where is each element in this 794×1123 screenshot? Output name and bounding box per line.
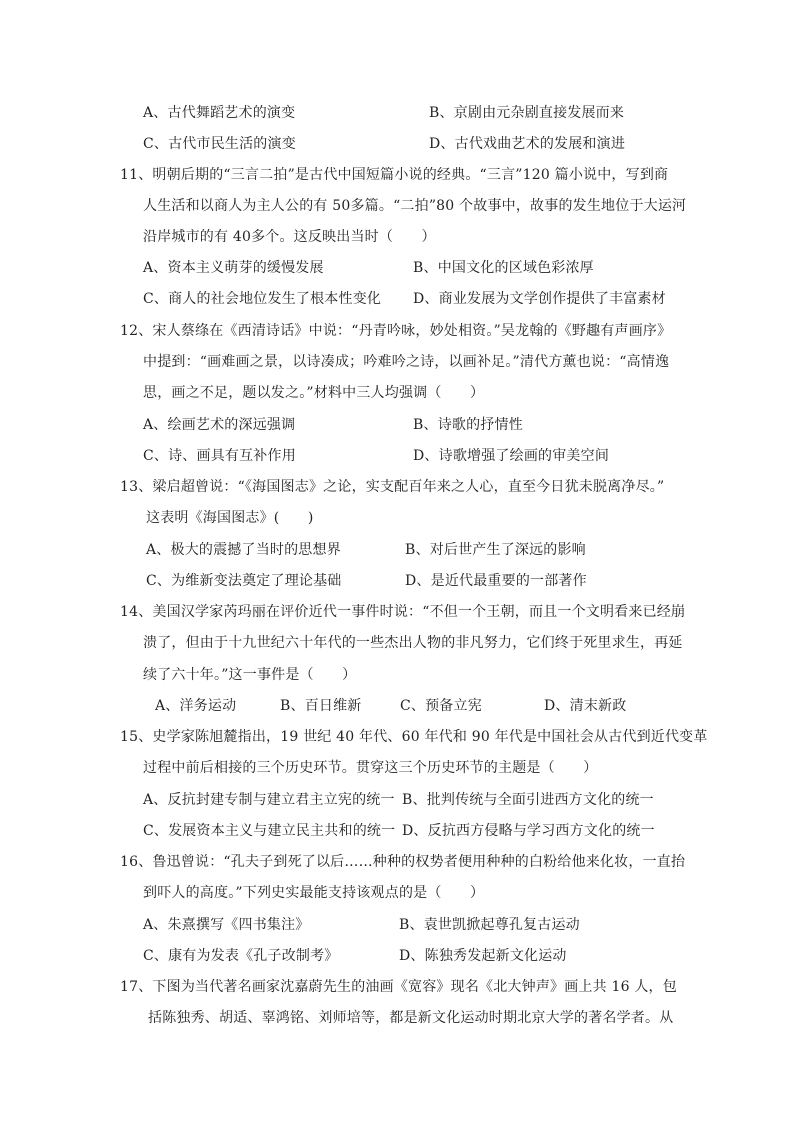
q12-option-b: B、诗歌的抒情性 — [413, 417, 523, 433]
q13-option-b: B、对后世产生了深远的影响 — [405, 542, 586, 558]
q14-stem-line2: 溃了，但由于十九世纪六十年代的一些杰出人物的非凡努力，它们终于死里求生，再延 — [143, 635, 683, 651]
q12-option-d: D、诗歌增强了绘画的审美空间 — [413, 448, 610, 464]
q13-option-d: D、是近代最重要的一部著作 — [405, 573, 587, 589]
q10-option-c: C、古代市民生活的演变 — [143, 136, 296, 152]
q16-stem-line2: 到吓人的高度。”下列史实最能支持该观点的是（ ） — [143, 885, 485, 901]
q11-option-b: B、中国文化的区域色彩浓厚 — [413, 260, 594, 276]
q12-stem-line1: 12、宋人蔡绦在《西清诗话》中说：“丹青吟咏，妙处相资。”吴龙翰的《野趣有声画序》 — [120, 323, 672, 339]
q11-option-a: A、资本主义萌芽的缓慢发展 — [143, 260, 324, 276]
q15-option-c: C、发展资本主义与建立民主共和的统一 — [143, 823, 396, 839]
q15-option-a: A、反抗封建专制与建立君主立宪的统一 — [143, 792, 395, 808]
q13-stem-line1: 13、梁启超曾说：“《海国图志》之论，实支配百年来之人心，直至今日犹未脱离净尽。” — [120, 479, 665, 495]
q14-option-c: C、预备立宪 — [400, 698, 482, 714]
q15-stem-line1: 15、史学家陈旭麓指出，19 世纪 40 年代、60 年代和 90 年代是中国社会从古代到近代变革 — [120, 729, 708, 745]
q15-option-d: D、反抗西方侵略与学习西方文化的统一 — [402, 823, 655, 839]
q16-stem-line1: 16、鲁迅曾说：“孔夫子到死了以后……种种的权势者便用种种的白粉给他来化妆，一直抬 — [120, 854, 686, 870]
q10-option-b: B、京剧由元杂剧直接发展而来 — [429, 105, 625, 121]
q12-option-a: A、绘画艺术的深远强调 — [143, 417, 296, 433]
q11-stem-line3: 沿岸城市的有 40多个。这反映出当时（ ） — [143, 229, 436, 245]
q16-option-a: A、朱熹撰写《四书集注》 — [143, 917, 310, 933]
q11-stem-line1: 11、明朝后期的“三言二拍”是古代中国短篇小说的经典。“三言”120 篇小说中，写到商 — [120, 167, 669, 183]
q16-option-b: B、袁世凯掀起尊孔复古运动 — [399, 917, 580, 933]
q13-stem-line2: 这表明《海国图志》( ) — [146, 510, 314, 526]
q12-stem-line2: 中提到：“画难画之景，以诗凑成；吟难吟之诗，以画补足。”清代方薰也说：“高情逸 — [143, 354, 670, 370]
q13-option-a: A、极大的震撼了当时的思想界 — [146, 542, 341, 558]
q11-option-c: C、商人的社会地位发生了根本性变化 — [143, 291, 382, 307]
q10-option-d: D、古代戏曲艺术的发展和演进 — [429, 136, 626, 152]
q16-option-d: D、陈独秀发起新文化运动 — [399, 948, 567, 964]
q14-option-d: D、清末新政 — [544, 698, 627, 714]
q12-option-c: C、诗、画具有互补作用 — [143, 448, 296, 464]
q12-stem-line3: 思，画之不足，题以发之。”材料中三人均强调（ ） — [143, 385, 485, 401]
q13-option-c: C、为维新变法奠定了理论基础 — [146, 573, 342, 589]
q14-option-b: B、百日维新 — [280, 698, 362, 714]
q14-stem-line3: 续了六十年。”这一事件是（ ） — [143, 667, 357, 683]
q16-option-c: C、康有为发表《孔子改制考》 — [143, 948, 339, 964]
q14-option-a: A、洋务运动 — [155, 698, 237, 714]
q17-stem-line2: 括陈独秀、胡适、辜鸿铭、刘师培等，都是新文化运动时期北京大学的著名学者。从 — [148, 1010, 674, 1026]
q11-option-d: D、商业发展为文学创作提供了丰富素材 — [413, 291, 666, 307]
q17-stem-line1: 17、下图为当代著名画家沈嘉蔚先生的油画《宽容》现名《北大钟声》画上共 16 人，包 — [120, 979, 677, 995]
q10-option-a: A、古代舞蹈艺术的演变 — [143, 105, 296, 121]
q15-stem-line2: 过程中前后相接的三个历史环节。贯穿这三个历史环节的主题是（ ） — [143, 760, 598, 776]
q15-option-b: B、批判传统与全面引进西方文化的统一 — [402, 792, 654, 808]
q14-stem-line1: 14、美国汉学家芮玛丽在评价近代一事件时说：“不但一个王朝，而且一个文明看来已经崩 — [120, 604, 686, 620]
q11-stem-line2: 人生活和以商人为主人公的有 50多篇。“二拍”80 个故事中，故事的发生地位于大运河 — [143, 198, 687, 214]
